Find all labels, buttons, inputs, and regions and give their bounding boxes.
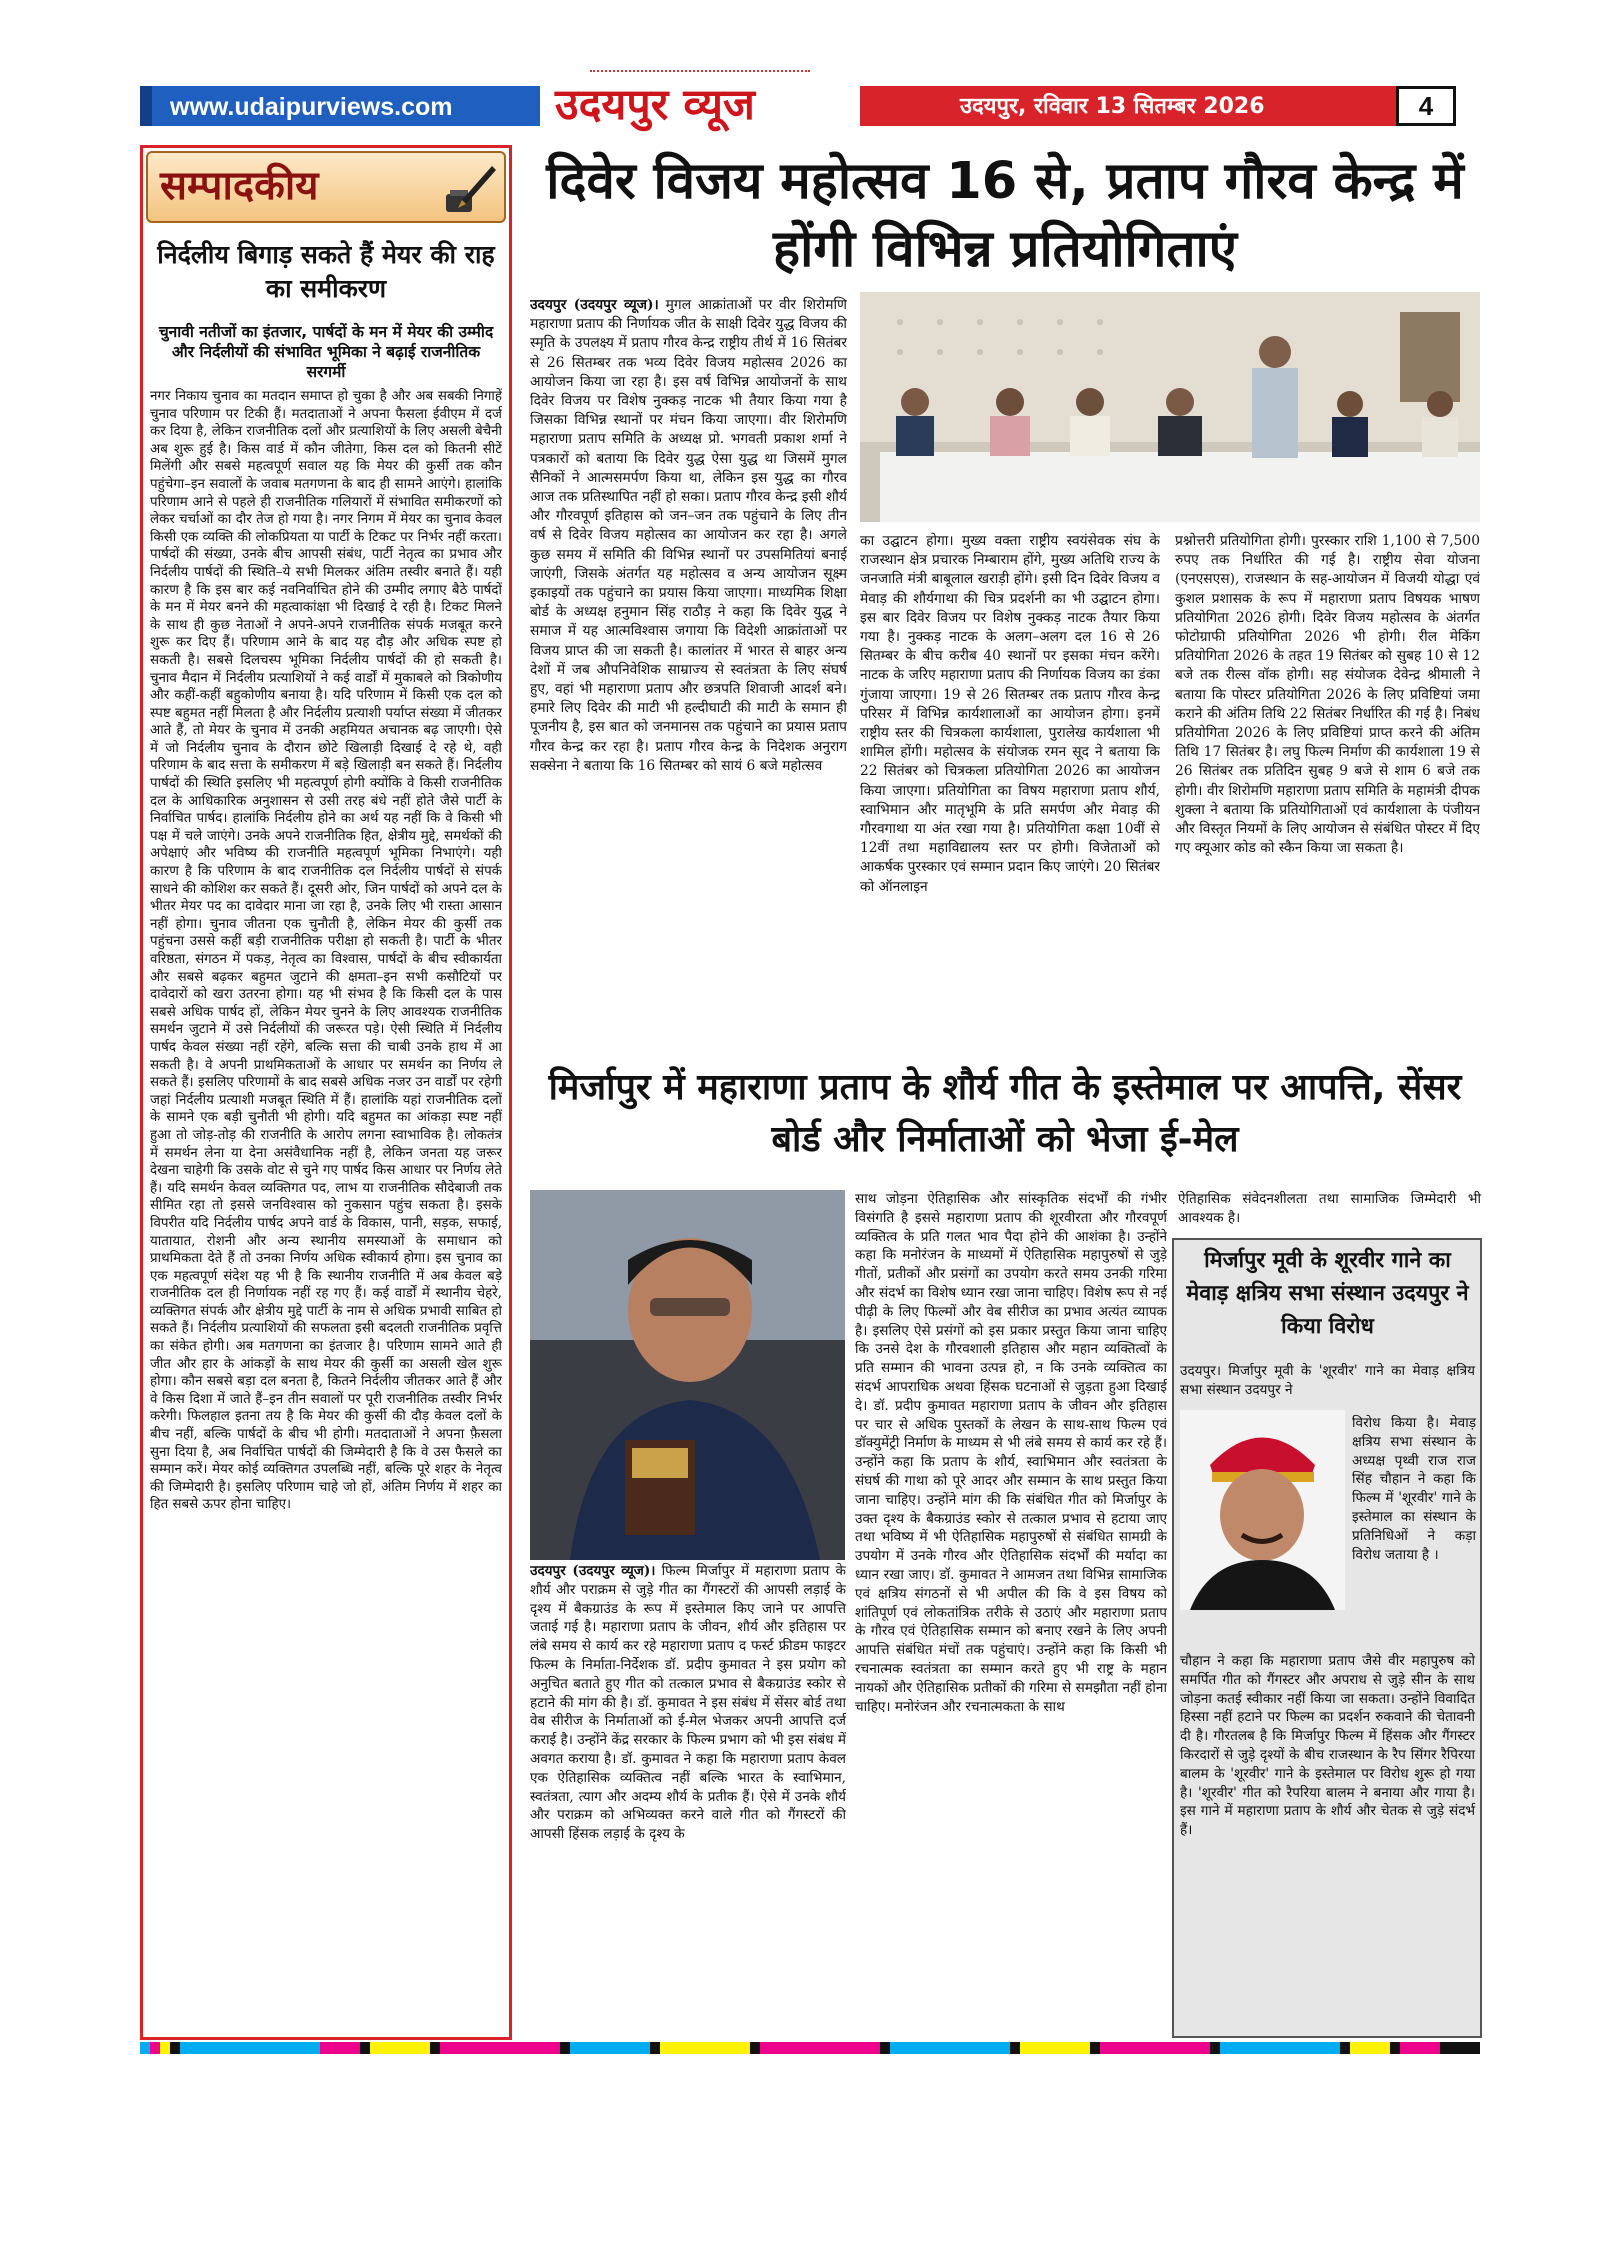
story2-col1-text: फिल्म मिर्जापुर में महाराणा प्रताप के शौर्य और पराक्रम से जुड़े गीत का गैंगस्टरों की आपसी लड़ाई के दृश्य में बैकग्राउंड के रूप में इस्तेमाल किए जाने पर आपत्ति जताई गई है। महाराणा प्रताप के जीवन, शौर्य और इतिहास पर लंबे समय से कार्य कर रहे महाराणा प्रताप द फर्स्ट फ्रीडम फाइटर फिल्म के निर्माता-निर्देशक डॉ. प्रदीप कुमावत ने इस प्रयोग को अनुचित बताते हुए गीत को तत्काल प्रभाव से बैकग्राउंड स्कोर से हटाने की मांग की है। डॉ. कुमावत ने इस संबंध में सेंसर बोर्ड तथा वेब सीरीज के निर्माताओं को ई-मेल भेजकर अपनी आपत्ति दर्ज कराई है। उन्होंने केंद्र सरकार के फिल्म प्रभाग को भी इस संबंध में अवगत कराया है। डॉ. कुमावत ने कहा कि महाराणा प्रताप केवल एक ऐतिहासिक व्यक्तित्व नहीं बल्कि भारत के स्वाभिमान, स्वतंत्रता, त्याग और अदम्य शौर्य के प्रतीक हैं। ऐसे में उनके शौर्य और पराक्रम को अभिव्यक्त करने वाले गीत को गैंगस्टरों की आपसी हिंसक लड़ाई के दृश्य के: [530, 1563, 846, 1843]
boxed-story: [1172, 1238, 1482, 2038]
page-number: 4: [1418, 91, 1434, 121]
editorial-section-label: सम्पादकीय: [160, 163, 319, 209]
story1-column-2: का उद्घाटन होगा। मुख्य वक्ता राष्ट्रीय स्वयंसेवक संघ के राजस्थान क्षेत्र प्रचारक निम्बाराम होंगे, मुख्य अतिथि राज्य के जनजाति मंत्री बाबूलाल खराड़ी होंगे। इसी दिन दिवेर विजय व मेवाड़ की शौर्यगाथा की चित्र प्रदर्शनी का भी उद्घाटन होगा। इस बार दिवेर विजय पर विशेष नुक्कड़ नाटक तैयार किया गया है। नुक्कड़ नाटक के अलग–अलग दल 16 से 26 सितम्बर के बीच करीब 40 स्थानों पर इसका मंचन करेंगे। नाटक के जरिए महाराणा प्रताप की निर्णायक विजय का डंका गुंजाया जाएगा। 19 से 26 सितम्बर तक प्रताप गौरव केन्द्र परिसर में विभिन्न कार्यशालाओं का आयोजन होगा। इनमें राष्ट्रीय स्तर की चित्रकला कार्यशाला, पुरालेख कार्यशाला भी शामिल होंगी। महोत्सव के संयोजक रमन सूद ने बताया कि 22 सितंबर को चित्रकला प्रतियोगिता 2026 का आयोजन किया जाएगा। प्रतियोगिता का विषय महाराणा प्रताप शौर्य, स्वाभिमान और मातृभूमि के प्रति समर्पण और मेवाड़ की गौरवगाथा या अंत रखा गया है। प्रतियोगिता कक्षा 10वीं से 12वीं तथा महाविद्यालय स्तर पर होगी। विजेताओं को आकर्षक पुरस्कार एवं सम्मान प्रदान किए जाएंगे। 20 सितंबर को ऑनलाइन: [860, 533, 1160, 895]
story1-column-3: प्रश्नोत्तरी प्रतियोगिता होगी। पुरस्कार राशि 1,100 से 7,500 रुपए तक निर्धारित की गई है। राष्ट्रीय सेवा योजना (एनएसएस), राजस्थान के सह-आयोजन में विजयी योद्धा एवं कुशल प्रशासक के रूप में महाराणा प्रताप विषयक भाषण प्रतियोगिता 2026 होगी। दिवेर विजय महोत्सव के अंतर्गत फोटोग्राफी प्रतियोगिता 2026 भी होगी। रील मेकिंग प्रतियोगिता 2026 के तहत 19 सितंबर को सुबह 10 से 12 बजे तक रील्स वॉक होगी। सह संयोजक देवेन्द्र श्रीमाली ने बताया कि पोस्टर प्रतियोगिता 2026 के लिए प्रविष्टियां जमा कराने की अंतिम तिथि 22 सितंबर निर्धारित की गई है। निबंध प्रतियोगिता 2026 के लिए प्रविष्टियां प्राप्त करने की अंतिम तिथि 17 सितंबर है। लघु फिल्म निर्माण की कार्यशाला 19 से 26 सितंबर तक प्रतिदिन सुबह 9 बजे से शाम 6 बजे तक होगी। वीर शिरोमणि महाराणा प्रताप समिति के महामंत्री दीपक शुक्ला ने बताया कि प्रतियोगिताओं एवं कार्यशाला के पंजीयन और विस्तृत नियमों के लिए आयोजन से संबंधित पोस्टर में दिए गए क्यूआर कोड को स्कैन किया जा सकता है।: [1175, 533, 1480, 857]
editorial-title: निर्दलीय बिगाड़ सकते हैं मेयर की राह का समीकरण: [157, 240, 495, 303]
boxed-story-body: चौहान ने कहा कि महाराणा प्रताप जैसे वीर महापुरुष को समर्पित गीत को गैंगस्टर और अपराध से जुड़े सीन के साथ जोड़ना कतई स्वीकार नहीं किया जा सकता। उन्होंने विवादित हिस्सा नहीं हटाने पर फिल्म का प्रदर्शन रुकवाने की चेतावनी दी है। गौरतलब है कि मिर्जापुर फिल्म में हिंसक और गैंगस्टर किरदारों से जुड़े दृश्यों के बीच राजस्थान के रैप सिंगर रैपिरया बालम के 'शूरवीर' गाने के इस्तेमाल पर विरोध शुरू हो गया है। 'शूरवीर' गीत को रैपरिया बालम ने बनाया और गाया है। इस गाने में महाराणा प्रताप के शौर्य और चेतक से जुड़े संदर्भ हैं।: [1180, 1653, 1475, 1839]
boxed-story-headline: मिर्जापुर मूवी के शूरवीर गाने का मेवाड़ क्षत्रिय सभा संस्थान उदयपुर ने किया विरोध: [1186, 1248, 1469, 1339]
story1-headline: दिवेर विजय महोत्सव 16 से, प्रताप गौरव केन्द्र में होंगी विभिन्न प्रतियोगिताएं: [546, 152, 1464, 279]
story1-column-1: [530, 296, 847, 1056]
story2-column-2: साथ जोड़ना ऐतिहासिक और सांस्कृतिक संदर्भों की गंभीर विसंगति है इससे महाराणा प्रताप की शूरवीरता और गौरवपूर्ण व्यक्तित्व के प्रति गलत भाव पैदा होने की आशंका है। उन्होंने कहा कि मनोरंजन के माध्यमों में ऐतिहासिक महापुरुषों से जुड़े गीतों, प्रतीकों और प्रसंगों का उपयोग करते समय उनकी गरिमा और संदर्भ का विशेष ध्यान रखा जाना चाहिए। विशेष रूप से नई पीढ़ी के लिए फिल्मों और वेब सीरीज का प्रभाव अत्यंत व्यापक है। इसलिए ऐसे प्रसंगों को इस प्रकार प्रस्तुत किया जाना चाहिए कि उनसे देश के गौरवशाली इतिहास और महान व्यक्तित्वों के प्रति सम्मान की भावना उत्पन्न हो, न कि उनके व्यक्तित्व का संदर्भ आपराधिक अथवा हिंसक घटनाओं से जुड़ता हुआ दिखाई दे। डॉ. प्रदीप कुमावत महाराणा प्रताप के जीवन और इतिहास पर चार से अधिक पुस्तकों के लेखन के साथ-साथ फिल्म एवं डॉक्युमेंट्री निर्माण के माध्यम से भी लंबे समय से कार्य कर रहे हैं। उन्होंने कहा कि प्रताप के शौर्य, स्वाभिमान और स्वतंत्रता के संघर्ष की गाथा को पूरे आदर और सम्मान के साथ प्रस्तुत किया जाना चाहिए। उन्होंने मांग की कि संबंधित गीत को मिर्जापुर के उक्त दृश्य के बैकग्राउंड स्कोर से तत्काल प्रभाव से हटाया जाए तथा भविष्य में भी ऐतिहासिक महापुरुषों से संबंधित सामग्री के उपयोग में उनके गौरव और ऐतिहासिक संदर्भों की मर्यादा का ध्यान रखा जाए। डॉ. कुमावत ने आमजन तथा विभिन्न सामाजिक एवं क्षत्रिय संगठनों से भी अपील की कि वे इस विषय को शांतिपूर्ण एवं लोकतांत्रिक तरीके से उठाएं और महाराणा प्रताप के गौरव एवं ऐतिहासिक सम्मान को बनाए रखने के लिए अपनी आपत्ति संबंधित मंचों तक पहुंचाएं। उन्होंने कहा कि किसी भी रचनात्मक स्वतंत्रता का सम्मान करते हुए भी राष्ट्र के महान नायकों और ऐतिहासिक प्रतीकों की गरिमा से समझौता नहीं होना चाहिए। मनोरंजन और रचनात्मकता के साथ: [855, 1191, 1167, 1715]
story2-headline: मिर्जापुर में महाराणा प्रताप के शौर्य गीत के इस्तेमाल पर आपत्ति, सेंसर बोर्ड और निर्माताओं को भेजा ई-मेल: [548, 1067, 1462, 1160]
masthead-logo: उदयपुर व्यूज: [555, 80, 755, 130]
press-conference-photo: [860, 292, 1480, 522]
story2-column-1: [530, 1562, 846, 2042]
boxed-story-lead: उदयपुर। मिर्जापुर मूवी के 'शूरवीर' गाने का मेवाड़ क्षत्रिय सभा संस्थान उदयपुर ने: [1180, 1363, 1475, 1398]
website-url[interactable]: www.udaipurviews.com: [170, 93, 453, 121]
boxed-story-side-text: विरोध किया है। मेवाड़ क्षत्रिय सभा संस्थान के अध्यक्ष पृथ्वी राज राज सिंह चौहान ने कहा कि फिल्म में 'शूरवीर' गाने के इस्तेमाल का संस्थान के प्रतिनिधिओं ने कड़ा विरोध जताया है ।: [1352, 1415, 1476, 1563]
prithvi-raj-singh-photo: [1180, 1410, 1345, 1610]
story1-col1-text: मुगल आक्रांताओं पर वीर शिरोमणि महाराणा प्रताप की निर्णायक जीत के साक्षी दिवेर युद्ध विजय की स्मृति के उपलक्ष्य में प्रताप गौरव केन्द्र राष्ट्रीय तीर्थ में 16 सितंबर से 26 सितम्बर तक भव्य दिवेर विजय महोत्सव 2026 का आयोजन किया जा रहा है। इस वर्ष विभिन्न आयोजनों के साथ दिवेर विजय पर विशेष नुक्कड़ नाटक भी तैयार किया गया है जिसका विभिन्न स्थानों पर मंचन किया जाएगा। वीर शिरोमणि महाराणा प्रताप समिति के अध्यक्ष प्रो. भगवती प्रकाश शर्मा ने पत्रकारों को बताया कि दिवेर युद्ध ऐसा युद्ध था जिसमें मुगल सैनिकों ने आत्मसमर्पण किया था, लेकिन इस युद्ध का गौरव आज तक प्रतिस्थापित नहीं हो सका। प्रताप गौरव केन्द्र इसी शौर्य और गौरवपूर्ण इतिहास को जन–जन तक पहुंचाने के लिए तीन वर्ष से दिवेर विजय महोत्सव का आयोजन कर रहा है। अगले कुछ समय में समिति की विभिन्न स्थानों पर उपसमितियां बनाई जाएंगी, जिसके अंतर्गत यह महोत्सव व अन्य आयोजन सूक्ष्म इकाइयों तक पहुंचाने का प्रयास किया जाएगा। माध्यमिक शिक्षा बोर्ड के अध्यक्ष हनुमान सिंह राठौड़ ने कहा कि दिवेर युद्ध ने समाज में यह आत्मविश्वास जगाया कि विदेशी आक्रांताओं पर विजय प्राप्त की जा सकती है। कालांतर में भारत से बाहर अन्य देशों में जब औपनिवेशिक साम्राज्य से स्वतंत्रता के लिए संघर्ष हुए, वहां भी महाराणा प्रताप और छत्रपति शिवाजी आदर्श बने। हमारे लिए दिवेर की माटी भी हल्दीघाटी की माटी के समान ही पूजनीय है, इस बात को जनमानस तक पहुंचाने का प्रयास प्रताप गौरव केन्द्र कर रहा है। प्रताप गौरव केन्द्र के निदेशक अनुराग सक्सेना ने बताया कि 16 सितम्बर को सायं 6 बजे महोत्सव: [530, 297, 847, 774]
dr-pradeep-kumawat-photo: [530, 1190, 845, 1560]
footer-color-bar: [140, 2042, 1480, 2054]
editorial-intro: चुनावी नतीजों का इंतजार, पार्षदों के मन में मेयर की उम्मीद और निर्दलीयों की संभावित भूमिका ने बढ़ाई राजनीतिक सरगर्मी: [158, 323, 494, 381]
story2-dateline: उदयपुर (उदयपुर व्यूज)।: [530, 1563, 656, 1579]
editorial-body: नगर निकाय चुनाव का मतदान समाप्त हो चुका है और अब सबकी निगाहें चुनाव परिणाम पर टिकी हैं। मतदाताओं ने अपना फैसला ईवीएम में दर्ज कर दिया है, लेकिन राजनीतिक दलों और प्रत्याशियों के लिए असली बेचैनी अब शुरू हुई है। किस वार्ड में कौन जीतेगा, किस दल को कितनी सीटें मिलेंगी और सबसे महत्वपूर्ण सवाल यह कि मेयर की कुर्सी तक कौन पहुंचेगा–इन सवालों के जवाब मतगणना के बाद ही सामने आएंगे। हालांकि परिणाम आने से पहले ही राजनीतिक गलियारों में संभावित समीकरणों को लेकर चर्चाओं का दौर तेज हो गया है। नगर निगम में मेयर का चुनाव केवल किसी एक व्यक्ति की लोकप्रियता या पार्टी के टिकट पर निर्भर नहीं करता। पार्षदों की संख्या, उनके बीच आपसी संबंध, पार्टी नेतृत्व का प्रभाव और निर्दलीय पार्षदों की स्थिति–ये सभी मिलकर अंतिम तस्वीर बनाते हैं। यही कारण है कि इस बार कई नवनिर्वाचित होने की उम्मीद लगाए बैठे पार्षदों के मन में मेयर बनने की महत्वाकांक्षा भी दिखाई दे रही है। टिकट मिलने के साथ ही कुछ नेताओं ने अपने-अपने राजनीतिक संपर्क मजबूत करने शुरू कर दिए हैं। परिणाम आने के बाद यह दौड़ और अधिक स्पष्ट हो सकती है। सबसे दिलचस्प भूमिका निर्दलीय पार्षदों की हो सकती है। चुनाव मैदान में निर्दलीय प्रत्याशियों ने कई वार्डों में मुकाबले को त्रिकोणीय और कहीं-कहीं बहुकोणीय बनाया है। यदि परिणाम में किसी एक दल को स्पष्ट बहुमत नहीं मिलता है और निर्दलीय प्रत्याशी पर्याप्त संख्या में जीतकर आते हैं, तो मेयर के चुनाव में उनकी अहमियत अचानक बढ़ जाएगी। ऐसे में जो निर्दलीय चुनाव के दौरान छोटे खिलाड़ी दिखाई दे रहे थे, वही परिणाम के बाद सत्ता के समीकरण में बड़े खिलाड़ी बन सकते हैं। निर्दलीय पार्षदों की स्थिति इसलिए भी महत्वपूर्ण होगी क्योंकि वे किसी राजनीतिक दल के आधिकारिक अनुशासन से उसी तरह बंधे नहीं होते जैसे पार्टी के निर्वाचित पार्षद। हालांकि निर्दलीय होने का अर्थ यह नहीं कि वे किसी भी पक्ष में चले जाएंगे। उनके अपने राजनीतिक हित, क्षेत्रीय मुद्दे, समर्थकों की अपेक्षाएं और भविष्य की राजनीति महत्वपूर्ण भूमिका निभाएंगे। यही कारण है कि परिणाम के बाद राजनीतिक दल निर्दलीय पार्षदों से संपर्क साधने की कोशिश कर सकते हैं। दूसरी ओर, जिन पार्षदों को अपने दल के भीतर मेयर पद का दावेदार माना जा रहा है, उनके लिए भी रास्ता आसान नहीं होगा। चुनाव जीतना एक चुनौती है, लेकिन मेयर की कुर्सी तक पहुंचना उससे कहीं बड़ी राजनीतिक परीक्षा हो सकती है। पार्टी के भीतर वरिष्ठता, संगठन में पकड़, नेतृत्व का विश्वास, पार्षदों के बीच स्वीकार्यता और सबसे बढ़कर बहुमत जुटाने की क्षमता–इन सभी कसौटियों पर दावेदारों को खरा उतरना होगा। यह भी संभव है कि किसी दल के पास सबसे अधिक पार्षद हों, लेकिन मेयर चुनने के लिए आवश्यक राजनीतिक समर्थन जुटाने में उसे निर्दलीयों की जरूरत पड़े। ऐसी स्थिति में निर्दलीय पार्षद केवल संख्या नहीं रहेंगे, बल्कि सत्ता की चाबी उनके हाथ में आ सकती है। वे अपनी प्राथमिकताओं के आधार पर समर्थन का निर्णय ले सकते हैं। इसलिए परिणामों के बाद सबसे अधिक नजर उन वार्डों पर रहेगी जहां निर्दलीय प्रत्याशी मजबूत स्थिति में हैं। हालांकि यहां राजनीतिक दलों के सामने एक बड़ी चुनौती भी होगी। यदि बहुमत का आंकड़ा स्पष्ट नहीं हुआ तो जोड़-तोड़ की राजनीति के आरोप लगना स्वाभाविक है। लोकतंत्र में समर्थन लेना या देना असंवैधानिक नहीं है, लेकिन जनता यह जरूर देखना चाहेगी कि उसके वोट से चुने गए पार्षद किस आधार पर निर्णय लेते हैं। यदि समर्थन केवल व्यक्तिगत पद, लाभ या राजनीतिक सौदेबाजी तक सीमित रहा तो इससे जनविश्वास को नुकसान पहुंच सकता है। इसके विपरीत यदि निर्दलीय पार्षद अपने वार्ड के विकास, पानी, सड़क, सफाई, यातायात, रोशनी और अन्य स्थानीय समस्याओं के समाधान को प्राथमिकता देते हैं तो उनका निर्णय अधिक स्वीकार्य होगा। इस चुनाव का एक महत्वपूर्ण संदेश यह भी है कि स्थानीय राजनीति में अब केवल बड़े राजनीतिक दल ही निर्णायक नहीं रह गए हैं। कई वार्डों में स्थानीय चेहरे, व्यक्तिगत संपर्क और क्षेत्रीय मुद्दे पार्टी के नाम से अधिक प्रभावी साबित हो सकते हैं। निर्दलीय प्रत्याशियों की सफलता इसी बदलती राजनीतिक प्रवृत्ति का संकेत होगी। अब मतगणना का इंतजार है। परिणाम सामने आते ही जीत और हार के आंकड़ों के साथ मेयर की कुर्सी का असली खेल शुरू होगा। कौन सबसे बड़ा दल बनता है, कितने निर्दलीय जीतकर आते हैं और वे किस दिशा में जाते हैं–इन तीन सवालों पर पूरी राजनीतिक तस्वीर निर्भर करेगी। फिलहाल इतना तय है कि मेयर की कुर्सी की दौड़ केवल दलों के बीच नहीं, बल्कि पार्षदों के बीच भी होगी। मतदाताओं ने अपना फ़ैसला सुना दिया है, अब निर्वाचित पार्षदों की जिम्मेदारी है कि वे उस फैसले का सम्मान करें। मेयर कोई व्यक्तिगत उपलब्धि नहीं, बल्कि पूरे शहर के नेतृत्व की जिम्मेदारी है। इसलिए परिणाम चाहे जो हों, अंतिम निर्णय में शहर का हित सबसे ऊपर होना चाहिए।: [150, 389, 502, 1513]
story1-dateline: उदयपुर (उदयपुर व्यूज)।: [530, 297, 659, 313]
header-band-edge: [140, 86, 152, 126]
dateline: उदयपुर, रविवार 13 सितम्बर 2026: [960, 94, 1265, 119]
fountain-pen-icon: [440, 160, 498, 216]
story2-column-3: ऐतिहासिक संवेदनशीलता तथा सामाजिक जिम्मेदारी भी आवश्यक है।: [1178, 1191, 1481, 1226]
